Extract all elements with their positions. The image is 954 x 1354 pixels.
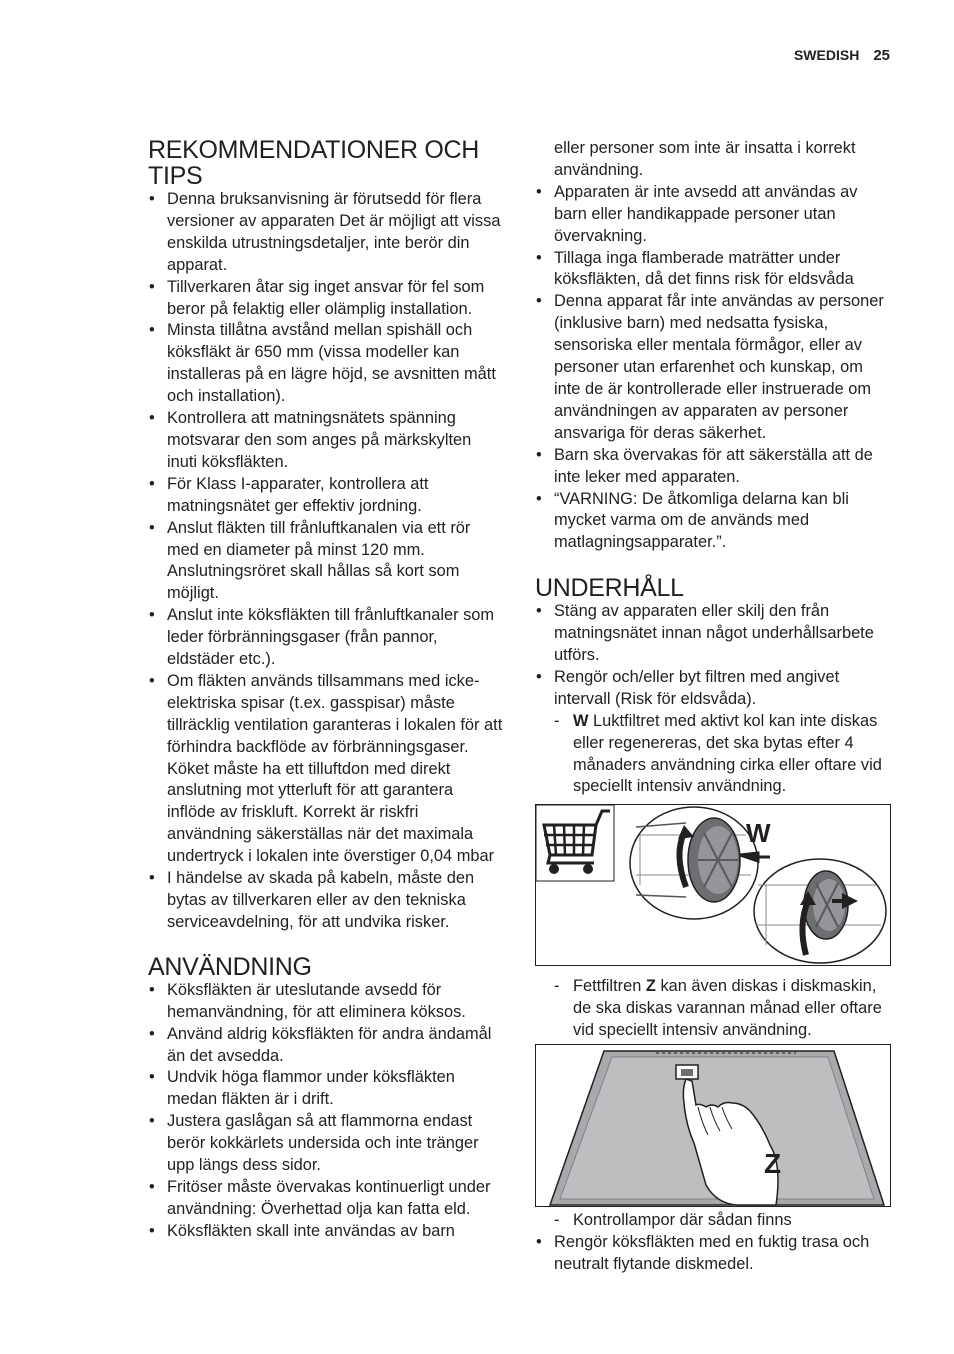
page-number: 25 [873, 47, 890, 64]
list-item: • “VARNING: De åtkomliga delarna kan bli mycket varma om de används med matlagningsapparater.”. [535, 489, 891, 555]
section-title-maintenance: UNDERHÅLL [535, 574, 684, 603]
list-item: • Justera gaslågan så att flammorna endast berör kokkärlets undersida och inte tränger upp längs dess sidor. [148, 1111, 504, 1177]
grease-filter-text-after: kan även diskas i diskmaskin, de ska diskas varannan månad eller oftare vid speciellt intensiv användning. [573, 977, 882, 1040]
filter-sublist [535, 711, 891, 799]
list-item-continued: eller personer som inte är insatta i korrekt användning. [554, 139, 856, 179]
list-item: • Köksfläkten skall inte användas av barn [148, 1221, 504, 1243]
grease-filter-sublist [535, 976, 891, 1042]
language-label: SWEDISH [793, 47, 860, 63]
filter-w-letter: W [573, 711, 589, 730]
section-title-usage: ANVÄNDNING [148, 952, 312, 981]
left-column [148, 0, 504, 1243]
lamps-sublist [535, 1210, 891, 1232]
list-item: • Om fläkten används tillsammans med icke-elektriska spisar (t.ex. gasspisar) måste tillräcklig ventilation garanteras i lokalen för att förhindra backflöde av förbränningsgaser. Köket måste ha ett tilluftdon med direkt anslutning mot ytterluft för att garantera inflöde av friskluft. Korrekt är riskfri användning säkerställas när det maximala undertryck i lokalen inte överstiger 0,04 mbar [148, 671, 504, 868]
list-item: • Köksfläkten är uteslutande avsedd för hemanvändning, för att eliminera köksos. [148, 980, 504, 1024]
list-item: • Undvik höga flammor under köksfläkten medan fläkten är i drift. [148, 1067, 504, 1111]
list-item: • Anslut fläkten till frånluftkanalen via ett rör med en diameter på minst 120 mm. Anslutningsröret skall hållas så kort som möjligt. [148, 518, 504, 606]
usage-list [148, 980, 504, 1243]
list-item: • Kontrollera att matningsnätets spänning motsvarar den som anges på märkskylten inuti köksfläkten. [148, 408, 504, 474]
carbon-filter-note [573, 711, 891, 799]
filter-removal-illustration-2 [754, 859, 886, 963]
list-item: • Stäng av apparaten eller skilj den från matningsnätet innan något underhållsarbete utförs. [535, 601, 891, 667]
list-item: • Anslut inte köksfläkten till frånluftkanaler som leder förbränningsgaser (från pannor, eldstäder etc.). [148, 605, 504, 671]
list-item: • Använd aldrig köksfläkten för andra ändamål än det avsedda. [148, 1024, 504, 1068]
filter-z-letter: Z [645, 977, 656, 996]
list-item: • Tillaga inga flamberade maträtter under köksfläkten, då det finns risk för eldsvåda [535, 248, 891, 292]
maintenance-list [535, 601, 891, 711]
figure-label-w: W [746, 818, 771, 849]
list-item: • Rengör och/eller byt filtren med angivet intervall (Risk för eldsvåda). [535, 667, 891, 711]
list-item: • Barn ska övervakas för att säkerställa att de inte leker med apparaten. [535, 445, 891, 489]
shopping-cart-icon [536, 805, 614, 881]
list-item: • Fritöser måste övervakas kontinuerligt under användning: Överhettad olja kan fatta eld. [148, 1177, 504, 1221]
grease-filter-text-before: Fettfiltren [573, 977, 646, 996]
filter-removal-illustration-1 [630, 807, 771, 919]
list-item: • Denna apparat får inte användas av personer (inklusive barn) med nedsatta fysiska, sensoriska eller mentala förmågor, eller av personer utan erfarenhet och kunskap, om inte de är kontrollerade eller instruerade om användningen av apparaten av personer ansvariga för deras säkerhet. [535, 291, 891, 444]
list-item: • Tillverkaren åtar sig inget ansvar för fel som beror på felaktig eller olämplig installation. [148, 277, 504, 321]
list-item: • Denna bruksanvisning är förutsedd för flera versioner av apparaten Det är möjligt att vissa enskilda utrustningsdetaljer, inte berör din apparat. [148, 189, 504, 277]
section-title-tips: REKOMMENDATIONER OCH TIPS [148, 136, 480, 190]
figure-label-z: Z [764, 1148, 782, 1180]
carbon-filter-figure [535, 804, 891, 966]
indicator-lamps-note: - Kontrollampor där sådan finns [573, 1210, 891, 1232]
list-item: • Minsta tillåtna avstånd mellan spishäll och köksfläkt är 650 mm (vissa modeller kan installeras på en lägre höjd, se avsnitten mått och installation). [148, 320, 504, 408]
list-item: • För Klass I-apparater, kontrollera att matningsnätet ger effektiv jordning. [148, 474, 504, 518]
list-item: • Rengör köksfläkten med en fuktig trasa och neutralt flytande diskmedel. [535, 1232, 891, 1276]
grease-filter-note [573, 976, 891, 1042]
carbon-filter-text: Luktfiltret med aktivt kol kan inte diskas eller regenereras, det ska bytas efter 4 månaders användning cirka eller oftare vid speciellt intensiv användning. [573, 711, 882, 796]
list-item: • Apparaten är inte avsedd att användas av barn eller handikappade personer utan övervakning. [535, 182, 891, 248]
cleaning-list [535, 1232, 891, 1276]
grease-filter-figure [535, 1044, 891, 1207]
right-column [535, 0, 891, 1276]
tips-list [148, 189, 504, 934]
list-item: • I händelse av skada på kabeln, måste den bytas av tillverkaren eller av den tekniska serviceavdelning, för att undvika risker. [148, 868, 504, 934]
usage-list-continued [535, 138, 891, 554]
